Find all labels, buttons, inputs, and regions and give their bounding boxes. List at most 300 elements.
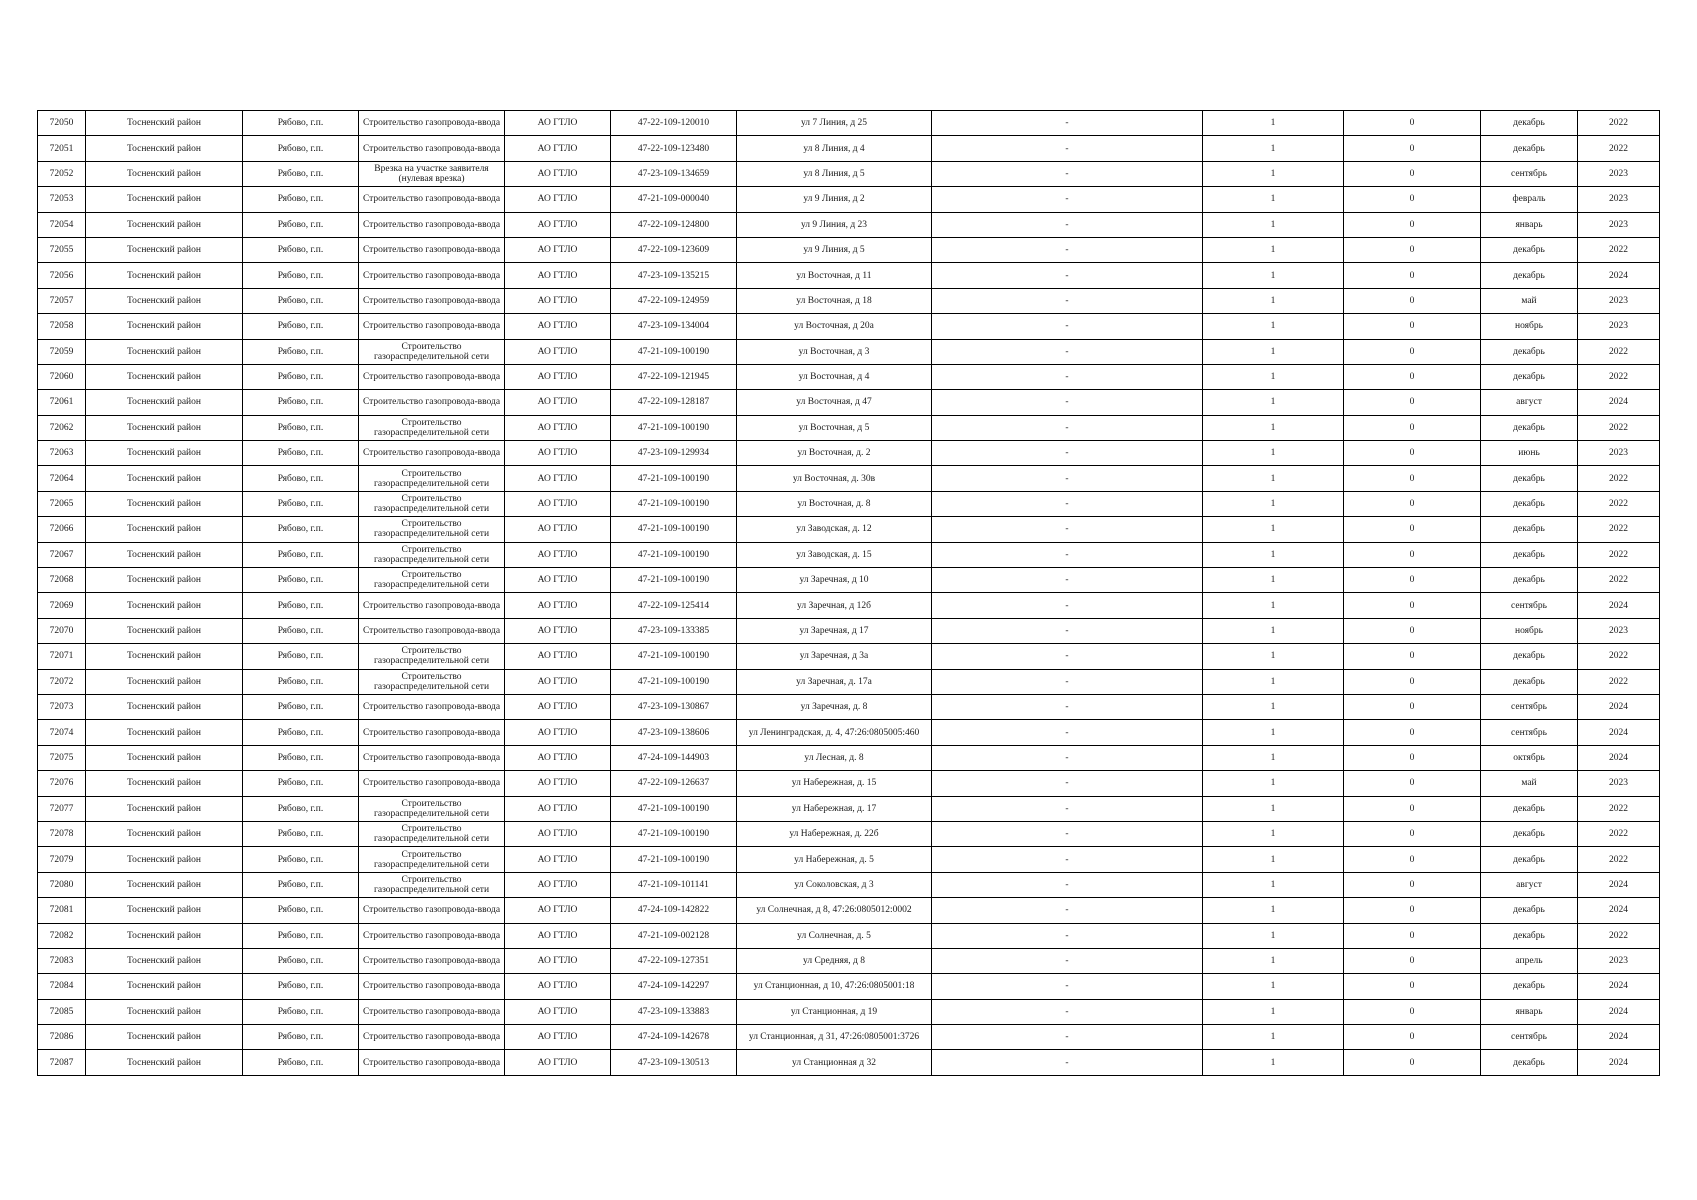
cell-application-number: 47-22-109-121945 (611, 364, 737, 389)
cell-work-type: Строительство газораспределительной сети (359, 415, 505, 440)
cell-application-number: 47-23-109-130867 (611, 694, 737, 719)
cell-zero: 0 (1344, 136, 1481, 161)
cell-address: ул Набережная, д. 22б (737, 821, 932, 846)
cell-address: ул Средняя, д 8 (737, 948, 932, 973)
cell-zero: 0 (1344, 415, 1481, 440)
cell-note: - (932, 263, 1203, 288)
cell-application-number: 47-24-109-142678 (611, 1025, 737, 1050)
cell-id: 72080 (38, 872, 86, 897)
table-row (38, 314, 1660, 339)
table-row (38, 593, 1660, 618)
cell-note: - (932, 771, 1203, 796)
cell-work-type: Строительство газопровода-ввода (359, 771, 505, 796)
cell-id: 72079 (38, 847, 86, 872)
cell-zero: 0 (1344, 847, 1481, 872)
cell-count: 1 (1203, 237, 1344, 262)
table-row (38, 771, 1660, 796)
cell-work-type: Строительство газораспределительной сети (359, 644, 505, 669)
cell-settlement: Рябово, г.п. (243, 237, 359, 262)
cell-count: 1 (1203, 821, 1344, 846)
cell-id: 72070 (38, 618, 86, 643)
cell-note: - (932, 415, 1203, 440)
cell-work-type: Строительство газопровода-ввода (359, 923, 505, 948)
cell-count: 1 (1203, 796, 1344, 821)
cell-address: ул 9 Линия, д 5 (737, 237, 932, 262)
cell-address: ул Восточная, д 20а (737, 314, 932, 339)
cell-month: ноябрь (1481, 314, 1578, 339)
table-body (38, 111, 1660, 1076)
cell-zero: 0 (1344, 593, 1481, 618)
table-row (38, 694, 1660, 719)
cell-year: 2023 (1578, 212, 1660, 237)
cell-count: 1 (1203, 111, 1344, 136)
cell-year: 2023 (1578, 161, 1660, 186)
cell-application-number: 47-21-109-100190 (611, 517, 737, 542)
cell-month: июнь (1481, 441, 1578, 466)
cell-count: 1 (1203, 491, 1344, 516)
table-row (38, 821, 1660, 846)
cell-settlement: Рябово, г.п. (243, 644, 359, 669)
cell-application-number: 47-24-109-142297 (611, 974, 737, 999)
cell-id: 72055 (38, 237, 86, 262)
cell-note: - (932, 669, 1203, 694)
cell-year: 2022 (1578, 237, 1660, 262)
cell-settlement: Рябово, г.п. (243, 872, 359, 897)
cell-work-type: Строительство газопровода-ввода (359, 745, 505, 770)
cell-id: 72078 (38, 821, 86, 846)
cell-year: 2022 (1578, 491, 1660, 516)
cell-id: 72053 (38, 187, 86, 212)
cell-district: Тосненский район (86, 441, 243, 466)
cell-month: декабрь (1481, 923, 1578, 948)
cell-month: январь (1481, 212, 1578, 237)
table-row (38, 212, 1660, 237)
cell-application-number: 47-21-109-000040 (611, 187, 737, 212)
cell-note: - (932, 999, 1203, 1024)
cell-zero: 0 (1344, 466, 1481, 491)
cell-note: - (932, 644, 1203, 669)
cell-count: 1 (1203, 923, 1344, 948)
cell-id: 72050 (38, 111, 86, 136)
cell-address: ул Заречная, д 17 (737, 618, 932, 643)
cell-count: 1 (1203, 999, 1344, 1024)
cell-month: декабрь (1481, 339, 1578, 364)
cell-work-type: Строительство газопровода-ввода (359, 593, 505, 618)
cell-organization: АО ГТЛО (505, 821, 611, 846)
cell-district: Тосненский район (86, 999, 243, 1024)
cell-organization: АО ГТЛО (505, 339, 611, 364)
cell-address: ул Восточная, д 3 (737, 339, 932, 364)
cell-year: 2024 (1578, 1025, 1660, 1050)
cell-district: Тосненский район (86, 237, 243, 262)
cell-note: - (932, 568, 1203, 593)
cell-id: 72065 (38, 491, 86, 516)
cell-count: 1 (1203, 593, 1344, 618)
cell-application-number: 47-21-109-100190 (611, 466, 737, 491)
cell-address: ул Станционная, д 19 (737, 999, 932, 1024)
cell-note: - (932, 136, 1203, 161)
cell-settlement: Рябово, г.п. (243, 466, 359, 491)
cell-year: 2024 (1578, 720, 1660, 745)
cell-count: 1 (1203, 898, 1344, 923)
cell-note: - (932, 441, 1203, 466)
cell-note: - (932, 745, 1203, 770)
table-row (38, 136, 1660, 161)
cell-settlement: Рябово, г.п. (243, 111, 359, 136)
cell-application-number: 47-21-109-100190 (611, 821, 737, 846)
cell-address: ул 8 Линия, д 4 (737, 136, 932, 161)
cell-organization: АО ГТЛО (505, 974, 611, 999)
cell-application-number: 47-22-109-128187 (611, 390, 737, 415)
cell-zero: 0 (1344, 441, 1481, 466)
cell-work-type: Строительство газопровода-ввода (359, 1025, 505, 1050)
cell-district: Тосненский район (86, 796, 243, 821)
cell-district: Тосненский район (86, 694, 243, 719)
cell-count: 1 (1203, 187, 1344, 212)
cell-application-number: 47-24-109-142822 (611, 898, 737, 923)
cell-address: ул Солнечная, д 8, 47:26:0805012:0002 (737, 898, 932, 923)
cell-zero: 0 (1344, 364, 1481, 389)
cell-year: 2024 (1578, 263, 1660, 288)
cell-month: декабрь (1481, 847, 1578, 872)
cell-month: декабрь (1481, 415, 1578, 440)
cell-work-type: Строительство газопровода-ввода (359, 136, 505, 161)
cell-organization: АО ГТЛО (505, 593, 611, 618)
cell-zero: 0 (1344, 796, 1481, 821)
cell-work-type: Строительство газораспределительной сети (359, 542, 505, 567)
cell-work-type: Врезка на участке заявителя (нулевая врезка) (359, 161, 505, 186)
cell-id: 72064 (38, 466, 86, 491)
table-row (38, 568, 1660, 593)
cell-application-number: 47-23-109-134004 (611, 314, 737, 339)
cell-application-number: 47-21-109-101141 (611, 872, 737, 897)
cell-zero: 0 (1344, 339, 1481, 364)
cell-settlement: Рябово, г.п. (243, 136, 359, 161)
cell-work-type: Строительство газопровода-ввода (359, 263, 505, 288)
cell-work-type: Строительство газопровода-ввода (359, 237, 505, 262)
cell-month: август (1481, 872, 1578, 897)
cell-organization: АО ГТЛО (505, 187, 611, 212)
cell-district: Тосненский район (86, 669, 243, 694)
cell-month: декабрь (1481, 237, 1578, 262)
cell-note: - (932, 923, 1203, 948)
cell-settlement: Рябово, г.п. (243, 898, 359, 923)
cell-month: апрель (1481, 948, 1578, 973)
cell-note: - (932, 948, 1203, 973)
cell-district: Тосненский район (86, 466, 243, 491)
cell-settlement: Рябово, г.п. (243, 187, 359, 212)
cell-month: февраль (1481, 187, 1578, 212)
cell-id: 72051 (38, 136, 86, 161)
table-row (38, 415, 1660, 440)
cell-id: 72063 (38, 441, 86, 466)
cell-work-type: Строительство газопровода-ввода (359, 111, 505, 136)
cell-zero: 0 (1344, 644, 1481, 669)
cell-id: 72072 (38, 669, 86, 694)
table-row (38, 466, 1660, 491)
cell-month: январь (1481, 999, 1578, 1024)
cell-address: ул Восточная, д. 30в (737, 466, 932, 491)
cell-count: 1 (1203, 872, 1344, 897)
cell-application-number: 47-22-109-127351 (611, 948, 737, 973)
cell-count: 1 (1203, 948, 1344, 973)
cell-id: 72059 (38, 339, 86, 364)
cell-address: ул Ленинградская, д. 4, 47:26:0805005:460 (737, 720, 932, 745)
cell-district: Тосненский район (86, 745, 243, 770)
cell-month: декабрь (1481, 263, 1578, 288)
cell-address: ул Станционная, д 31, 47:26:0805001:3726 (737, 1025, 932, 1050)
cell-id: 72086 (38, 1025, 86, 1050)
cell-settlement: Рябово, г.п. (243, 390, 359, 415)
cell-year: 2022 (1578, 517, 1660, 542)
cell-organization: АО ГТЛО (505, 415, 611, 440)
cell-work-type: Строительство газопровода-ввода (359, 212, 505, 237)
cell-organization: АО ГТЛО (505, 948, 611, 973)
cell-zero: 0 (1344, 390, 1481, 415)
cell-settlement: Рябово, г.п. (243, 771, 359, 796)
cell-year: 2023 (1578, 771, 1660, 796)
cell-organization: АО ГТЛО (505, 517, 611, 542)
cell-year: 2022 (1578, 821, 1660, 846)
cell-district: Тосненский район (86, 771, 243, 796)
cell-note: - (932, 796, 1203, 821)
cell-count: 1 (1203, 517, 1344, 542)
cell-address: ул Станционная д 32 (737, 1050, 932, 1075)
cell-count: 1 (1203, 364, 1344, 389)
cell-note: - (932, 161, 1203, 186)
table-row (38, 644, 1660, 669)
cell-application-number: 47-21-109-100190 (611, 339, 737, 364)
cell-application-number: 47-21-109-100190 (611, 415, 737, 440)
cell-count: 1 (1203, 771, 1344, 796)
cell-month: декабрь (1481, 644, 1578, 669)
cell-district: Тосненский район (86, 720, 243, 745)
cell-settlement: Рябово, г.п. (243, 542, 359, 567)
cell-month: ноябрь (1481, 618, 1578, 643)
cell-zero: 0 (1344, 1025, 1481, 1050)
cell-address: ул Заводская, д. 12 (737, 517, 932, 542)
cell-work-type: Строительство газопровода-ввода (359, 390, 505, 415)
cell-month: декабрь (1481, 136, 1578, 161)
cell-id: 72056 (38, 263, 86, 288)
cell-application-number: 47-21-109-100190 (611, 568, 737, 593)
cell-district: Тосненский район (86, 568, 243, 593)
cell-district: Тосненский район (86, 263, 243, 288)
cell-count: 1 (1203, 618, 1344, 643)
cell-year: 2024 (1578, 898, 1660, 923)
cell-district: Тосненский район (86, 111, 243, 136)
cell-application-number: 47-21-109-100190 (611, 669, 737, 694)
cell-note: - (932, 720, 1203, 745)
cell-id: 72066 (38, 517, 86, 542)
table-row (38, 263, 1660, 288)
cell-work-type: Строительство газопровода-ввода (359, 999, 505, 1024)
cell-settlement: Рябово, г.п. (243, 974, 359, 999)
cell-zero: 0 (1344, 821, 1481, 846)
cell-address: ул Восточная, д 11 (737, 263, 932, 288)
table-row (38, 898, 1660, 923)
cell-month: декабрь (1481, 974, 1578, 999)
cell-address: ул Станционная, д 10, 47:26:0805001:18 (737, 974, 932, 999)
cell-work-type: Строительство газопровода-ввода (359, 288, 505, 313)
cell-address: ул Набережная, д. 15 (737, 771, 932, 796)
cell-settlement: Рябово, г.п. (243, 415, 359, 440)
cell-district: Тосненский район (86, 314, 243, 339)
cell-month: сентябрь (1481, 694, 1578, 719)
cell-year: 2022 (1578, 415, 1660, 440)
cell-work-type: Строительство газопровода-ввода (359, 1050, 505, 1075)
cell-settlement: Рябово, г.п. (243, 1025, 359, 1050)
cell-id: 72069 (38, 593, 86, 618)
cell-year: 2022 (1578, 364, 1660, 389)
cell-application-number: 47-22-109-124800 (611, 212, 737, 237)
cell-id: 72084 (38, 974, 86, 999)
cell-work-type: Строительство газораспределительной сети (359, 796, 505, 821)
cell-address: ул 9 Линия, д 23 (737, 212, 932, 237)
cell-note: - (932, 212, 1203, 237)
cell-year: 2023 (1578, 618, 1660, 643)
cell-year: 2022 (1578, 111, 1660, 136)
cell-settlement: Рябово, г.п. (243, 288, 359, 313)
cell-address: ул Заречная, д 10 (737, 568, 932, 593)
cell-district: Тосненский район (86, 136, 243, 161)
cell-settlement: Рябово, г.п. (243, 669, 359, 694)
cell-organization: АО ГТЛО (505, 288, 611, 313)
cell-organization: АО ГТЛО (505, 568, 611, 593)
cell-count: 1 (1203, 466, 1344, 491)
cell-settlement: Рябово, г.п. (243, 847, 359, 872)
cell-settlement: Рябово, г.п. (243, 745, 359, 770)
cell-zero: 0 (1344, 771, 1481, 796)
cell-address: ул Восточная, д. 8 (737, 491, 932, 516)
cell-district: Тосненский район (86, 593, 243, 618)
cell-id: 72085 (38, 999, 86, 1024)
cell-year: 2023 (1578, 948, 1660, 973)
cell-settlement: Рябово, г.п. (243, 314, 359, 339)
cell-id: 72058 (38, 314, 86, 339)
cell-application-number: 47-23-109-134659 (611, 161, 737, 186)
cell-work-type: Строительство газопровода-ввода (359, 441, 505, 466)
cell-zero: 0 (1344, 694, 1481, 719)
cell-address: ул Набережная, д. 17 (737, 796, 932, 821)
cell-work-type: Строительство газопровода-ввода (359, 187, 505, 212)
cell-district: Тосненский район (86, 415, 243, 440)
cell-work-type: Строительство газопровода-ввода (359, 618, 505, 643)
cell-settlement: Рябово, г.п. (243, 948, 359, 973)
cell-id: 72087 (38, 1050, 86, 1075)
cell-work-type: Строительство газораспределительной сети (359, 872, 505, 897)
table-row (38, 517, 1660, 542)
table-row (38, 288, 1660, 313)
cell-organization: АО ГТЛО (505, 771, 611, 796)
cell-district: Тосненский район (86, 898, 243, 923)
cell-organization: АО ГТЛО (505, 694, 611, 719)
cell-count: 1 (1203, 847, 1344, 872)
cell-month: декабрь (1481, 568, 1578, 593)
cell-count: 1 (1203, 694, 1344, 719)
cell-zero: 0 (1344, 237, 1481, 262)
cell-month: декабрь (1481, 364, 1578, 389)
cell-organization: АО ГТЛО (505, 644, 611, 669)
cell-note: - (932, 364, 1203, 389)
cell-organization: АО ГТЛО (505, 1050, 611, 1075)
table-row (38, 339, 1660, 364)
gas-connection-table (37, 110, 1660, 1076)
cell-organization: АО ГТЛО (505, 1025, 611, 1050)
cell-organization: АО ГТЛО (505, 923, 611, 948)
cell-organization: АО ГТЛО (505, 745, 611, 770)
cell-count: 1 (1203, 339, 1344, 364)
cell-organization: АО ГТЛО (505, 212, 611, 237)
cell-organization: АО ГТЛО (505, 466, 611, 491)
cell-settlement: Рябово, г.п. (243, 263, 359, 288)
cell-zero: 0 (1344, 263, 1481, 288)
cell-work-type: Строительство газопровода-ввода (359, 898, 505, 923)
cell-organization: АО ГТЛО (505, 491, 611, 516)
cell-zero: 0 (1344, 618, 1481, 643)
cell-id: 72076 (38, 771, 86, 796)
cell-zero: 0 (1344, 491, 1481, 516)
cell-work-type: Строительство газораспределительной сети (359, 847, 505, 872)
cell-district: Тосненский район (86, 542, 243, 567)
cell-count: 1 (1203, 441, 1344, 466)
cell-address: ул Заречная, д 3а (737, 644, 932, 669)
cell-work-type: Строительство газораспределительной сети (359, 568, 505, 593)
cell-count: 1 (1203, 974, 1344, 999)
cell-work-type: Строительство газораспределительной сети (359, 669, 505, 694)
cell-month: май (1481, 288, 1578, 313)
cell-note: - (932, 111, 1203, 136)
cell-year: 2022 (1578, 669, 1660, 694)
cell-organization: АО ГТЛО (505, 618, 611, 643)
cell-district: Тосненский район (86, 948, 243, 973)
cell-note: - (932, 1050, 1203, 1075)
table-row (38, 542, 1660, 567)
cell-application-number: 47-21-109-100190 (611, 796, 737, 821)
cell-count: 1 (1203, 1050, 1344, 1075)
cell-id: 72077 (38, 796, 86, 821)
cell-application-number: 47-24-109-144903 (611, 745, 737, 770)
table-row (38, 441, 1660, 466)
cell-address: ул Лесная, д. 8 (737, 745, 932, 770)
cell-application-number: 47-22-109-123609 (611, 237, 737, 262)
cell-note: - (932, 1025, 1203, 1050)
cell-application-number: 47-21-109-100190 (611, 542, 737, 567)
cell-district: Тосненский район (86, 491, 243, 516)
cell-zero: 0 (1344, 720, 1481, 745)
cell-district: Тосненский район (86, 187, 243, 212)
cell-id: 72068 (38, 568, 86, 593)
cell-application-number: 47-21-109-100190 (611, 491, 737, 516)
cell-district: Тосненский район (86, 339, 243, 364)
cell-year: 2024 (1578, 694, 1660, 719)
cell-application-number: 47-22-109-120010 (611, 111, 737, 136)
cell-year: 2024 (1578, 593, 1660, 618)
cell-note: - (932, 491, 1203, 516)
cell-application-number: 47-22-109-126637 (611, 771, 737, 796)
cell-settlement: Рябово, г.п. (243, 720, 359, 745)
cell-count: 1 (1203, 1025, 1344, 1050)
cell-settlement: Рябово, г.п. (243, 517, 359, 542)
cell-id: 72073 (38, 694, 86, 719)
cell-month: декабрь (1481, 898, 1578, 923)
cell-id: 72071 (38, 644, 86, 669)
cell-note: - (932, 314, 1203, 339)
cell-organization: АО ГТЛО (505, 111, 611, 136)
cell-settlement: Рябово, г.п. (243, 796, 359, 821)
cell-id: 72057 (38, 288, 86, 313)
cell-count: 1 (1203, 644, 1344, 669)
